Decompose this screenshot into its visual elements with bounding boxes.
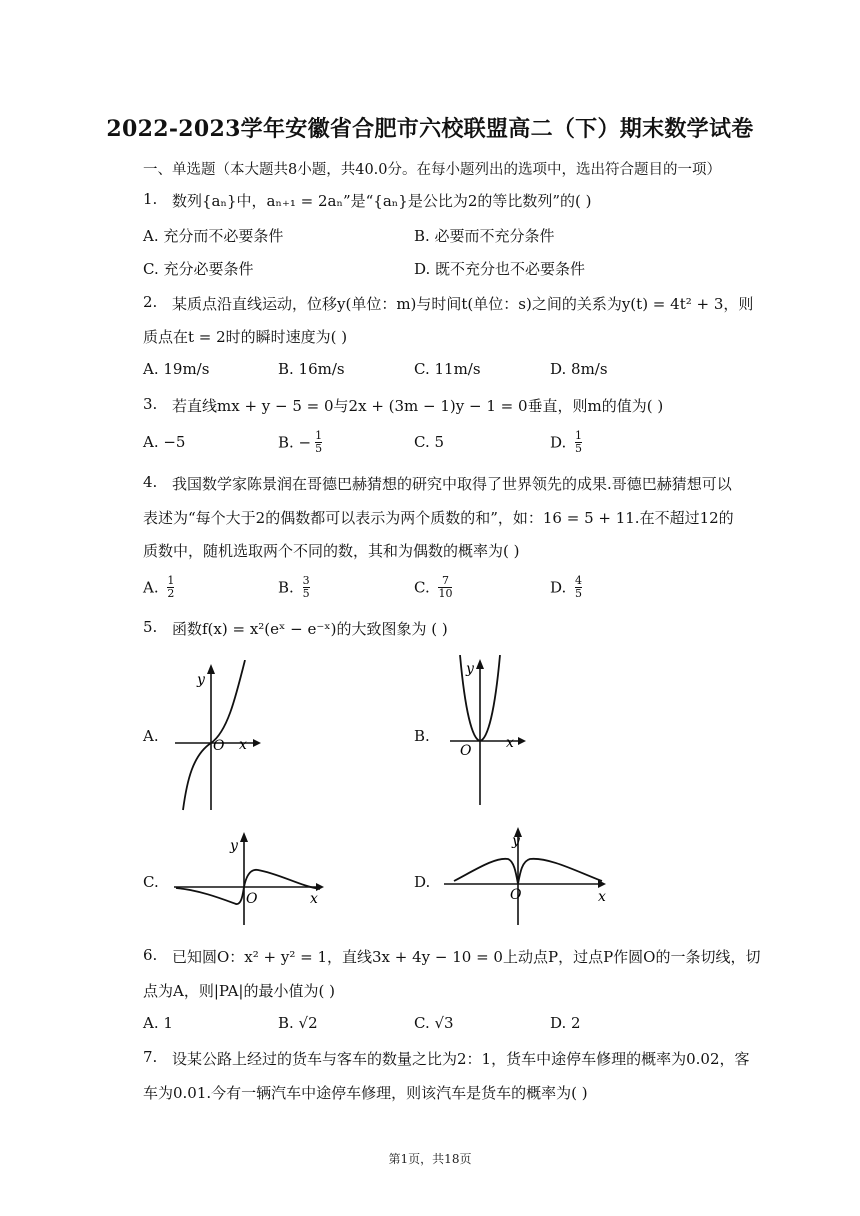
q2-option-c: C. 11m/s — [414, 360, 481, 378]
graph-d — [440, 825, 610, 930]
graph-a-origin-label: O — [213, 738, 225, 754]
question-6-text-line1: 已知圆O：x² + y² = 1，直线3x + 4y − 10 = 0上动点P，过点P作圆O的一条切线，切 — [172, 948, 761, 966]
section-heading: 一、单选题（本大题共8小题，共40.0分。在每小题列出的选项中，选出符合题目的一项） — [143, 162, 722, 178]
question-7-text-line1: 设某公路上经过的货车与客车的数量之比为2：1，货车中途停车修理的概率为0.02，客 — [172, 1050, 750, 1068]
q5-option-a: A. — [143, 727, 159, 745]
q2-option-d: D. 8m/s — [550, 360, 608, 378]
question-1-text: 数列{aₙ}中，aₙ₊₁ = 2aₙ”是“{aₙ}是公比为2的等比数列”的( ) — [172, 192, 592, 210]
q6-option-b: B. √2 — [278, 1014, 318, 1032]
question-5-number: 5. — [143, 618, 158, 636]
question-4-text-line2: 表述为“每个大于2的偶数都可以表示为两个质数的和”，如：16 = 5 + 11.在不超过12的 — [143, 509, 734, 527]
q1-option-a: A. 充分而不必要条件 — [143, 227, 284, 245]
graph-b-x-label: x — [506, 735, 514, 751]
q5-option-c: C. — [143, 873, 159, 891]
q6-option-c: C. √3 — [414, 1014, 454, 1032]
question-3-text: 若直线mx + y − 5 = 0与2x + (3m − 1)y − 1 = 0垂直，则m的值为( ) — [172, 397, 664, 415]
graph-d-x-label: x — [598, 889, 606, 905]
question-4-number: 4. — [143, 473, 158, 491]
q3-option-b: B. − $\frac{1}{5}$ — [278, 429, 323, 455]
question-2-text-line2: 质点在t = 2时的瞬时速度为( ) — [143, 328, 348, 346]
graph-d-y-label: y — [512, 833, 520, 849]
graph-b-y-label: y — [466, 661, 474, 677]
q5-option-b: B. — [414, 727, 430, 745]
q3-option-d: D. $\frac{1}{5}$ — [550, 429, 583, 455]
graph-a-y-label: y — [197, 672, 205, 688]
q1-option-b: B. 必要而不充分条件 — [414, 227, 555, 245]
page-footer: 第1页，共18页 — [388, 1152, 472, 1166]
graph-b-origin-label: O — [460, 743, 472, 759]
question-6-text-line2: 点为A，则|PA|的最小值为( ) — [143, 982, 335, 1000]
q4-option-d: D. $\frac{4}{5}$ — [550, 574, 583, 600]
question-2-text-line1: 某质点沿直线运动，位移y(单位：m)与时间t(单位：s)之间的关系为y(t) = 4t² + 3，则 — [172, 295, 754, 313]
question-1-number: 1. — [143, 190, 158, 208]
graph-b — [440, 655, 540, 815]
graph-a-x-label: x — [239, 737, 247, 753]
graph-c-origin-label: O — [246, 891, 258, 907]
graph-a — [165, 660, 265, 820]
question-4-text-line3: 质数中，随机选取两个不同的数，其和为偶数的概率为( ) — [143, 542, 520, 560]
q4-option-a: A. $\frac{1}{2}$ — [143, 574, 175, 600]
question-7-text-line2: 车为0.01.今有一辆汽车中途停车修理，则该汽车是货车的概率为( ) — [143, 1084, 588, 1102]
question-6-number: 6. — [143, 946, 158, 964]
graph-c-y-label: y — [230, 838, 238, 854]
graph-c-x-label: x — [310, 891, 318, 907]
q5-option-d: D. — [414, 873, 431, 891]
q3-option-c: C. 5 — [414, 433, 445, 451]
question-4-text-line1: 我国数学家陈景润在哥德巴赫猜想的研究中取得了世界领先的成果.哥德巴赫猜想可以 — [172, 475, 732, 493]
q4-option-c: C. $\frac{7}{10}$ — [414, 574, 453, 600]
q6-option-a: A. 1 — [143, 1014, 173, 1032]
q2-option-b: B. 16m/s — [278, 360, 345, 378]
q2-option-a: A. 19m/s — [143, 360, 210, 378]
q4-option-b: B. $\frac{3}{5}$ — [278, 574, 310, 600]
question-5-text: 函数f(x) = x²(eˣ − e⁻ˣ)的大致图象为 ( ) — [172, 620, 448, 638]
q6-option-d: D. 2 — [550, 1014, 581, 1032]
graph-c — [170, 830, 330, 930]
page-title: 2022-2023学年安徽省合肥市六校联盟高二（下）期末数学试卷 — [106, 116, 754, 142]
question-7-number: 7. — [143, 1048, 158, 1066]
graph-d-origin-label: O — [510, 887, 522, 903]
q1-option-d: D. 既不充分也不必要条件 — [414, 260, 586, 278]
question-2-number: 2. — [143, 293, 158, 311]
q1-option-c: C. 充分必要条件 — [143, 260, 254, 278]
q3-option-a: A. −5 — [143, 433, 186, 451]
question-3-number: 3. — [143, 395, 158, 413]
